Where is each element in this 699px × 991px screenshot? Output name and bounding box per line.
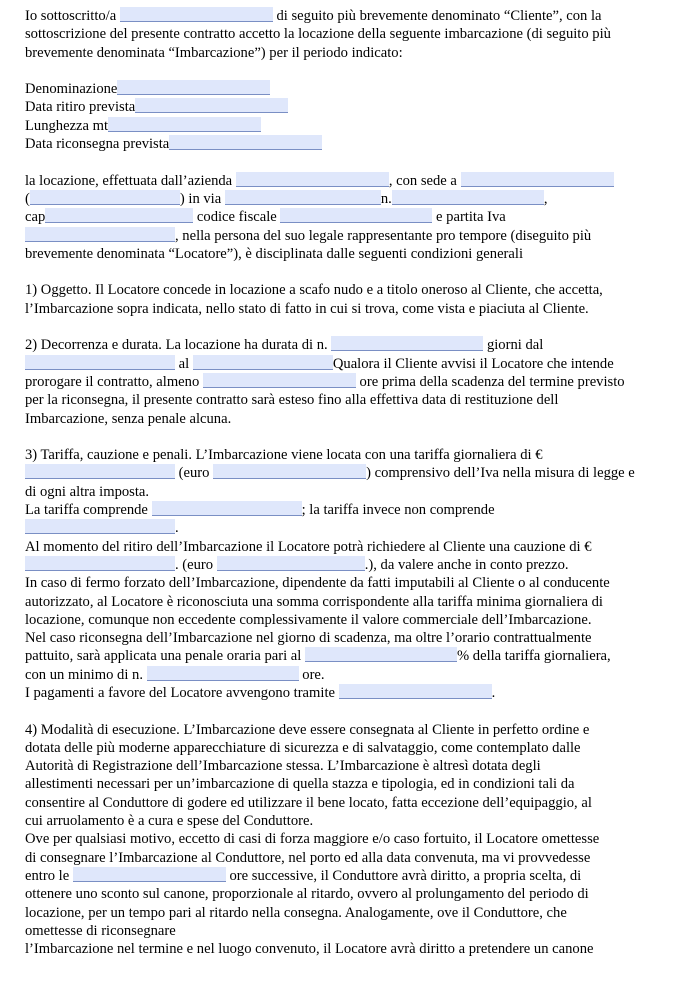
text: di seguito più brevemente denominato “Cliente”, con la [272, 8, 602, 24]
section-4-line-9 [25, 867, 690, 885]
text: Io sottoscritto/a [25, 8, 120, 24]
delay-hours-field[interactable] [73, 867, 226, 882]
section-3-line-4 [25, 501, 690, 519]
pickup-date-row [25, 98, 690, 116]
company-name-field[interactable] [236, 172, 389, 187]
section-4-line-13: l’Imbarcazione nel termine e nel luogo convenuto, il Locatore avrà diritto a pretendere un canone [25, 941, 594, 958]
intro-line-1 [25, 7, 690, 25]
return-date-label: Data riconsegna prevista [25, 136, 170, 153]
section-3-line-6: Al momento del ritiro dell’Imbarcazione il Locatore potrà richiedere al Cliente una cauzione di € [25, 538, 592, 555]
section-2-line-3 [25, 373, 690, 391]
company-line-1 [25, 172, 690, 190]
section-4-line-1: 4) Modalità di esecuzione. L’Imbarcazione deve essere consegnata al Cliente in perfetto ordine e [25, 721, 590, 738]
text: (euro [178, 465, 210, 482]
street-field[interactable] [225, 190, 381, 205]
street-number-field[interactable] [392, 190, 544, 205]
company-line-4 [25, 227, 690, 245]
text: I pagamenti a favore del Locatore avvengono tramite [25, 684, 339, 701]
end-date-field[interactable] [193, 355, 333, 370]
section-4-line-3: Autorità di Registrazione dell’Imbarcazione stessa. L’Imbarcazione è altresì dotata degli [25, 758, 541, 775]
province-field[interactable] [30, 190, 180, 205]
section-4-line-8: di consegnare l’Imbarcazione al Conduttore, nel porto ed alla data convenuta, ma vi provvedesse [25, 849, 591, 866]
section-3-line-1: 3) Tariffa, cauzione e penali. L’Imbarcazione viene locata con una tariffa giornaliera di € [25, 447, 543, 464]
company-city-field[interactable] [461, 172, 614, 187]
section-4-line-6: cui arruolamento è a cura e spese del Conduttore. [25, 813, 314, 830]
rate-includes-field[interactable] [152, 501, 302, 516]
section-3-line-10: locazione, comunque non eccedente complessivamente il valore commerciale dell’Imbarcazione. [25, 611, 592, 628]
text: e partita Iva [436, 209, 506, 226]
section-1-line-2: l’Imbarcazione sopra indicata, nello stato di fatto in cui si trova, come vista e piaciuta al Cliente. [25, 300, 589, 317]
contract-page [25, 7, 690, 958]
return-date-row [25, 135, 690, 153]
text: La tariffa comprende [25, 502, 152, 519]
tax-code-field[interactable] [280, 208, 432, 223]
extension-hours-field[interactable] [203, 373, 356, 388]
payment-method-field[interactable] [339, 684, 492, 699]
text: . [175, 520, 179, 537]
company-line-2 [25, 190, 690, 208]
section-3-line-5 [25, 519, 690, 537]
text: giorni dal [483, 337, 544, 354]
text: al [178, 355, 190, 372]
section-3-line-9: autorizzato, al Locatore è riconosciuta una somma corrispondente alla tariffa minima giornaliera di [25, 593, 603, 610]
min-hours-field[interactable] [147, 666, 299, 681]
deposit-words-field[interactable] [217, 556, 365, 571]
text: entro le [25, 867, 73, 884]
section-2-line-1 [25, 336, 690, 354]
section-3-line-7 [25, 556, 690, 574]
section-3-line-8: In caso di fermo forzato dell’Imbarcazione, dipendente da fatti imputabili al Cliente o al conducente [25, 575, 610, 592]
penalty-percent-field[interactable] [305, 647, 457, 662]
client-name-field[interactable] [120, 7, 273, 22]
pickup-date-label: Data ritiro prevista [25, 99, 136, 116]
section-3-line-2 [25, 464, 690, 482]
return-date-field[interactable] [169, 135, 322, 150]
text: cap [25, 209, 46, 226]
boat-name-label: Denominazione [25, 81, 118, 98]
text: ; la tariffa invece non comprende [301, 502, 495, 519]
text: codice fiscale [196, 209, 277, 226]
section-4-line-7: Ove per qualsiasi motivo, eccetto di casi di forza maggiore e/o caso fortuito, il Locatore omettesse [25, 831, 600, 848]
section-4-line-11: locazione, per un tempo pari al ritardo nella consegna. Analogamente, ove il Conduttore, che [25, 904, 567, 921]
text: la locazione, effettuata dall’azienda [25, 172, 236, 189]
text: ore successive, il Conduttore avrà diritto, a propria scelta, di [225, 867, 582, 884]
boat-name-row [25, 80, 690, 98]
section-2-line-5: Imbarcazione, senza penale alcuna. [25, 410, 232, 427]
intro-line-3: brevemente denominata “Imbarcazione”) per il periodo indicato: [25, 44, 403, 61]
length-field[interactable] [108, 117, 261, 132]
daily-rate-field[interactable] [25, 464, 175, 479]
text: , nella persona del suo legale rappresentante pro tempore (diseguito più [175, 227, 592, 244]
postcode-field[interactable] [45, 208, 193, 223]
vat-number-field[interactable] [25, 227, 175, 242]
text: ( [25, 190, 30, 207]
text: ) comprensivo dell’Iva nella misura di legge e [366, 465, 635, 482]
daily-rate-words-field[interactable] [213, 464, 366, 479]
pickup-date-field[interactable] [135, 98, 288, 113]
text: ) in via [179, 190, 225, 207]
section-3-line-12 [25, 647, 690, 665]
section-4-line-12: omettesse di riconsegnare [25, 922, 176, 939]
text: % della tariffa giornaliera, [456, 648, 611, 665]
boat-name-field[interactable] [117, 80, 270, 95]
section-2-line-4: per la riconsegna, il presente contratto sarà esteso fino alla effettiva data di restituzione dell [25, 392, 559, 409]
text: prorogare il contratto, almeno [25, 373, 203, 390]
text: pattuito, sarà applicata una penale oraria pari al [25, 648, 305, 665]
length-label: Lunghezza mt [25, 117, 109, 134]
section-3-line-11: Nel caso riconsegna dell’Imbarcazione nel giorno di scadenza, ma oltre l’orario contrattualmente [25, 630, 592, 647]
section-4-line-2: dotata delle più moderne apparecchiature di sicurezza e di salvataggio, come contemplato dalle [25, 739, 581, 756]
text: n. [380, 190, 392, 207]
section-3-line-13 [25, 666, 690, 684]
text: . (euro [175, 556, 214, 573]
section-4-line-4: allestimenti necessari per un’imbarcazione di quella stazza e tipologia, ed in condizioni tali da [25, 776, 575, 793]
start-date-field[interactable] [25, 355, 175, 370]
intro-line-2: sottoscrizione del presente contratto accetto la locazione della seguente imbarcazione (di seguito più [25, 26, 611, 43]
text: Qualora il Cliente avvisi il Locatore che intende [332, 355, 614, 372]
text: ore. [298, 666, 325, 683]
company-line-5: brevemente denominata “Locatore”), è disciplinata dalle seguenti condizioni generali [25, 245, 523, 262]
text: . [491, 684, 496, 701]
text: .), da valere anche in conto prezzo. [364, 556, 569, 573]
text: 2) Decorrenza e durata. La locazione ha durata di n. [25, 337, 332, 354]
duration-days-field[interactable] [331, 336, 483, 351]
section-3-line-3: di ogni altra imposta. [25, 483, 150, 500]
length-row [25, 117, 690, 135]
section-4-line-5: consentire al Conduttore di godere ed utilizzare il bene locato, fatta eccezione dell’equipaggio, al [25, 794, 592, 811]
deposit-field[interactable] [25, 556, 175, 571]
section-2-line-2 [25, 355, 690, 373]
company-line-3 [25, 208, 690, 226]
text: con un minimo di n. [25, 666, 147, 683]
text: , con sede a [388, 172, 461, 189]
section-4-line-10: ottenere uno sconto sul canone, proporzionale al ritardo, ovvero al prolungamento del periodo di [25, 886, 589, 903]
text: ore prima della scadenza del termine previsto [355, 373, 625, 390]
section-1-line-1: 1) Oggetto. Il Locatore concede in locazione a scafo nudo e a titolo oneroso al Cliente, che accetta, [25, 282, 603, 299]
rate-excludes-field[interactable] [25, 519, 175, 534]
section-3-line-14 [25, 684, 690, 702]
text: , [543, 190, 548, 207]
